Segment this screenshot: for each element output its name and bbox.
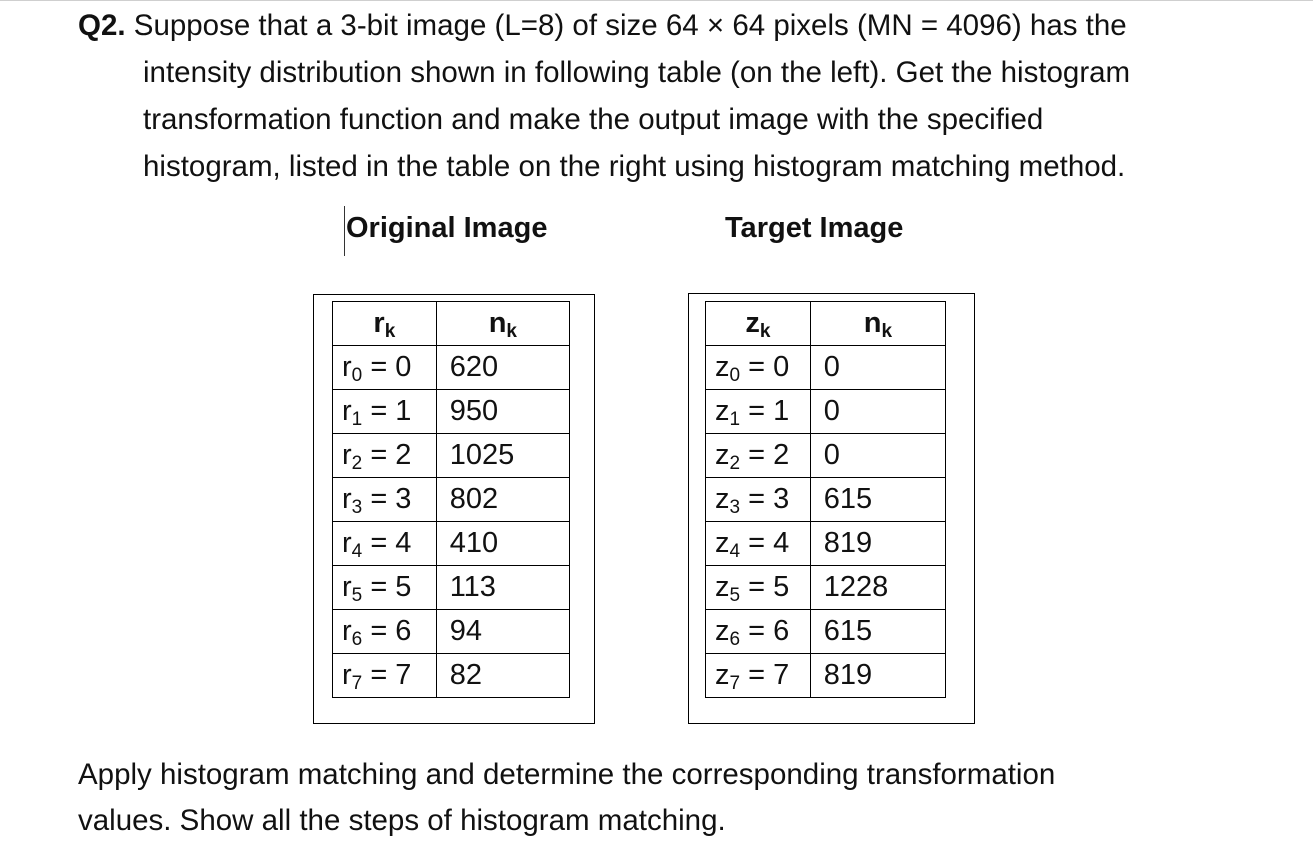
table-row [333,346,570,390]
intensity-symbol: r [342,615,352,647]
target-histogram-table [705,301,946,698]
intensity-subscript: 4 [729,541,741,562]
target-table-frame [688,293,975,724]
intensity-symbol: z [715,527,730,559]
count-cell: 615 [810,478,945,522]
intensity-cell [333,654,437,698]
header-intensity: $r_k$ [333,302,437,346]
intensity-subscript: 5 [729,585,741,606]
intensity-cell [706,522,811,566]
intensity-cell [706,566,811,610]
table-row [706,390,946,434]
intensity-symbol: r [342,659,352,691]
intensity-value: = 3 [370,483,412,515]
intensity-symbol: z [715,395,730,427]
header-count: $n_k$ [810,302,945,346]
intensity-subscript: 0 [729,365,741,386]
intensity-cell [706,390,811,434]
intensity-value: = 5 [748,571,790,603]
intensity-symbol: r [342,527,352,559]
intensity-value: = 5 [370,571,412,603]
intensity-subscript: 7 [729,673,741,694]
original-table-frame [313,294,595,724]
count-cell: 1025 [436,434,569,478]
intensity-cell [706,434,811,478]
intensity-value: = 7 [370,659,412,691]
intensity-cell [333,522,437,566]
table-row [706,566,946,610]
count-cell: 950 [436,390,569,434]
intensity-subscript: 6 [729,629,741,650]
intensity-subscript: 7 [351,673,363,694]
intensity-subscript: 0 [351,365,363,386]
instruction-text [78,752,1278,844]
intensity-symbol: r [342,439,352,471]
header-intensity: $z_k$ [706,302,811,346]
intensity-value: = 4 [370,527,412,559]
intensity-symbol: z [715,659,730,691]
intensity-cell [333,478,437,522]
question-label: Q2. [78,9,126,42]
question-line-1 [78,2,1288,49]
target-image-title: Target Image [725,212,904,244]
intensity-subscript: 5 [351,585,363,606]
table-row [333,522,570,566]
text-cursor [344,206,345,256]
count-cell: 1228 [810,566,945,610]
original-image-title: Original Image [346,212,548,244]
intensity-subscript: 1 [729,409,741,430]
count-cell: 113 [436,566,569,610]
intensity-value: = 6 [748,615,790,647]
intensity-symbol: r [342,483,352,515]
table-row [333,654,570,698]
table-row [706,610,946,654]
count-cell: 819 [810,522,945,566]
intensity-cell [333,566,437,610]
instruction-line-2: values. Show all the steps of histogram matching. [78,804,726,837]
intensity-value: = 0 [370,351,412,383]
intensity-subscript: 3 [351,497,363,518]
table-row [706,522,946,566]
intensity-subscript: 4 [351,541,363,562]
question-line-3: transformation function and make the output image with the specified [143,103,1044,136]
intensity-symbol: z [715,571,730,603]
table-row [333,610,570,654]
count-cell: 615 [810,610,945,654]
intensity-value: = 2 [370,439,412,471]
intensity-subscript: 1 [351,409,363,430]
count-cell: 410 [436,522,569,566]
count-cell: 0 [810,346,945,390]
count-cell: 819 [810,654,945,698]
question-line-2: intensity distribution shown in following table (on the left). Get the histogram [143,56,1131,89]
instruction-line-1: Apply histogram matching and determine the corresponding transformation [78,758,1056,791]
table-row [706,478,946,522]
intensity-value: = 4 [748,527,790,559]
intensity-value: = 1 [748,395,790,427]
intensity-value: = 7 [748,659,790,691]
count-cell: 620 [436,346,569,390]
intensity-cell [706,346,811,390]
intensity-subscript: 2 [351,453,363,474]
top-rule [0,0,1313,1]
table-row [333,478,570,522]
intensity-symbol: z [715,351,730,383]
intensity-value: = 1 [370,395,412,427]
intensity-subscript: 3 [729,497,741,518]
original-histogram-table [332,301,570,698]
intensity-value: = 0 [748,351,790,383]
intensity-cell [333,346,437,390]
header-count: $n_k$ [436,302,569,346]
question-line-1-text: Suppose that a 3-bit image (L=8) of size 64 × 64 pixels (MN = 4096) has the [133,9,1127,42]
intensity-cell [333,390,437,434]
intensity-symbol: r [342,395,352,427]
intensity-cell [333,434,437,478]
intensity-symbol: r [342,351,352,383]
question-text [78,2,1288,190]
intensity-cell [706,654,811,698]
table-row [706,346,946,390]
intensity-value: = 3 [748,483,790,515]
intensity-cell [333,610,437,654]
intensity-subscript: 2 [729,453,741,474]
intensity-value: = 2 [748,439,790,471]
intensity-symbol: r [342,571,352,603]
table-row [333,434,570,478]
table-row [706,654,946,698]
question-line-4: histogram, listed in the table on the right using histogram matching method. [143,150,1126,183]
intensity-symbol: z [715,483,730,515]
table-header-row [333,302,570,346]
table-row [333,566,570,610]
table-row [706,434,946,478]
count-cell: 0 [810,434,945,478]
count-cell: 94 [436,610,569,654]
count-cell: 0 [810,390,945,434]
intensity-subscript: 6 [351,629,363,650]
table-row [333,390,570,434]
count-cell: 802 [436,478,569,522]
intensity-value: = 6 [370,615,412,647]
intensity-symbol: z [715,439,730,471]
table-header-row [706,302,946,346]
intensity-cell [706,610,811,654]
intensity-cell [706,478,811,522]
count-cell: 82 [436,654,569,698]
intensity-symbol: z [715,615,730,647]
